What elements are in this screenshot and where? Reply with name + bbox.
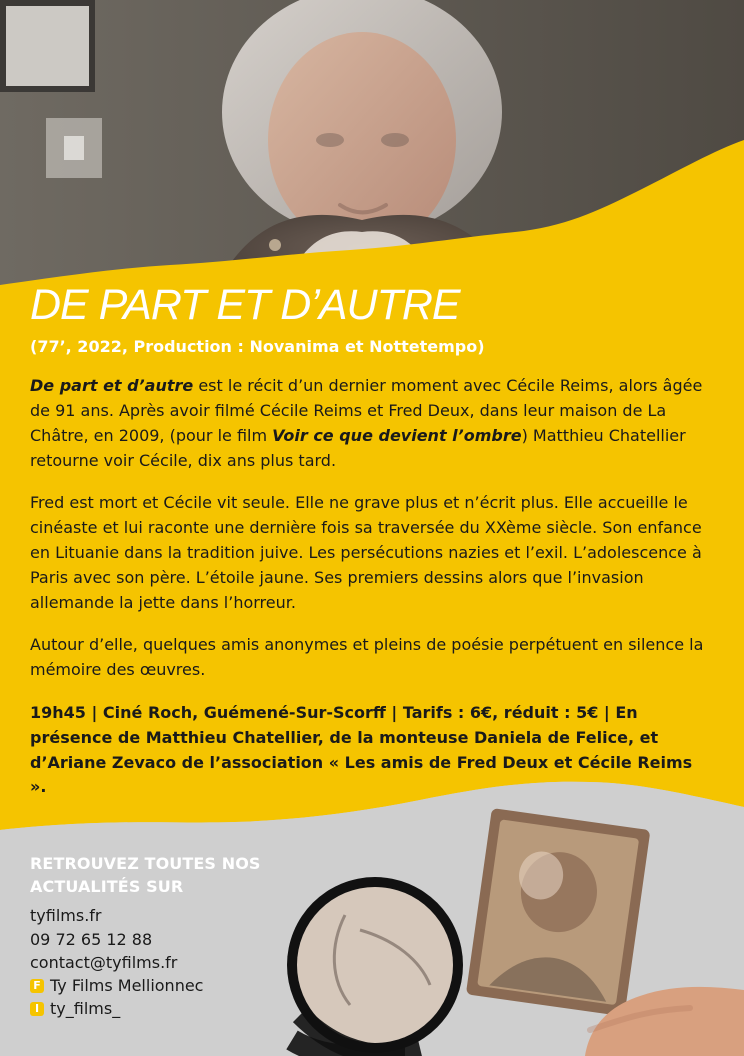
- footer-heading: RETROUVEZ TOUTES NOS ACTUALITÉS SUR: [30, 854, 261, 897]
- event-details: 19h45 | Ciné Roch, Guémené-Sur-Scorff | Tarifs : 6€, réduit : 5€ | En présence de Matthieu Chatellier, de la monteuse Daniela de Felice, et d’Ariane Zevaco de l’association « Les amis de Fred Deux et Cécile Reims ».: [30, 702, 693, 797]
- phone-number[interactable]: 09 72 65 12 88: [30, 929, 153, 949]
- website-link[interactable]: tyfilms.fr: [30, 906, 102, 926]
- paragraph-1-text-2: ) Matthieu Chatellier retourne voir Cécile, dix ans plus tard.: [30, 425, 686, 470]
- film-details: (77’, 2022, Production : Novanima et Nottetempo): [30, 337, 485, 356]
- main-content: [30, 281, 706, 800]
- facebook-label: Ty Films Mellionnec: [50, 975, 204, 995]
- instagram-icon: I: [30, 1002, 44, 1016]
- footer: [30, 852, 330, 1020]
- page-title: DE PART ET D’AUTRE: [30, 281, 460, 329]
- facebook-icon: F: [30, 979, 44, 993]
- instagram-label: ty_films_: [50, 999, 121, 1019]
- vintage-photo: [466, 808, 651, 1016]
- paragraph-1-text-1: est le récit d’un dernier moment avec Cécile Reims, alors âgée de 91 ans. Après avoir filmé Cécile Reims et Fred Deux, dans leur maison de La Châtre, en 2009, (pour le film: [30, 376, 703, 445]
- paragraph-1: [30, 374, 706, 473]
- social-instagram[interactable]: [30, 997, 330, 1020]
- film-title-inline: De part et d’autre: [30, 376, 194, 396]
- other-film-title-inline: Voir ce que devient l’ombre: [272, 425, 522, 445]
- paragraph-3: Autour d’elle, quelques amis anonymes et pleins de poésie perpétuent en silence la mémoire des œuvres.: [30, 635, 704, 680]
- paragraph-2: Fred est mort et Cécile vit seule. Elle ne grave plus et n’écrit plus. Elle accueille le cinéaste et lui raconte une dernière fois sa traversée du XXème siècle. Son enfance en Lituanie dans la tradition juive. Les persécutions nazies et l’exil. L’adolescence à Paris avec son père. L’étoile jaune. Ses premiers dessins alors que l’invasion allemande la jette dans l’horreur.: [30, 493, 702, 612]
- social-facebook[interactable]: [30, 974, 330, 997]
- email-link[interactable]: contact@tyfilms.fr: [30, 952, 178, 972]
